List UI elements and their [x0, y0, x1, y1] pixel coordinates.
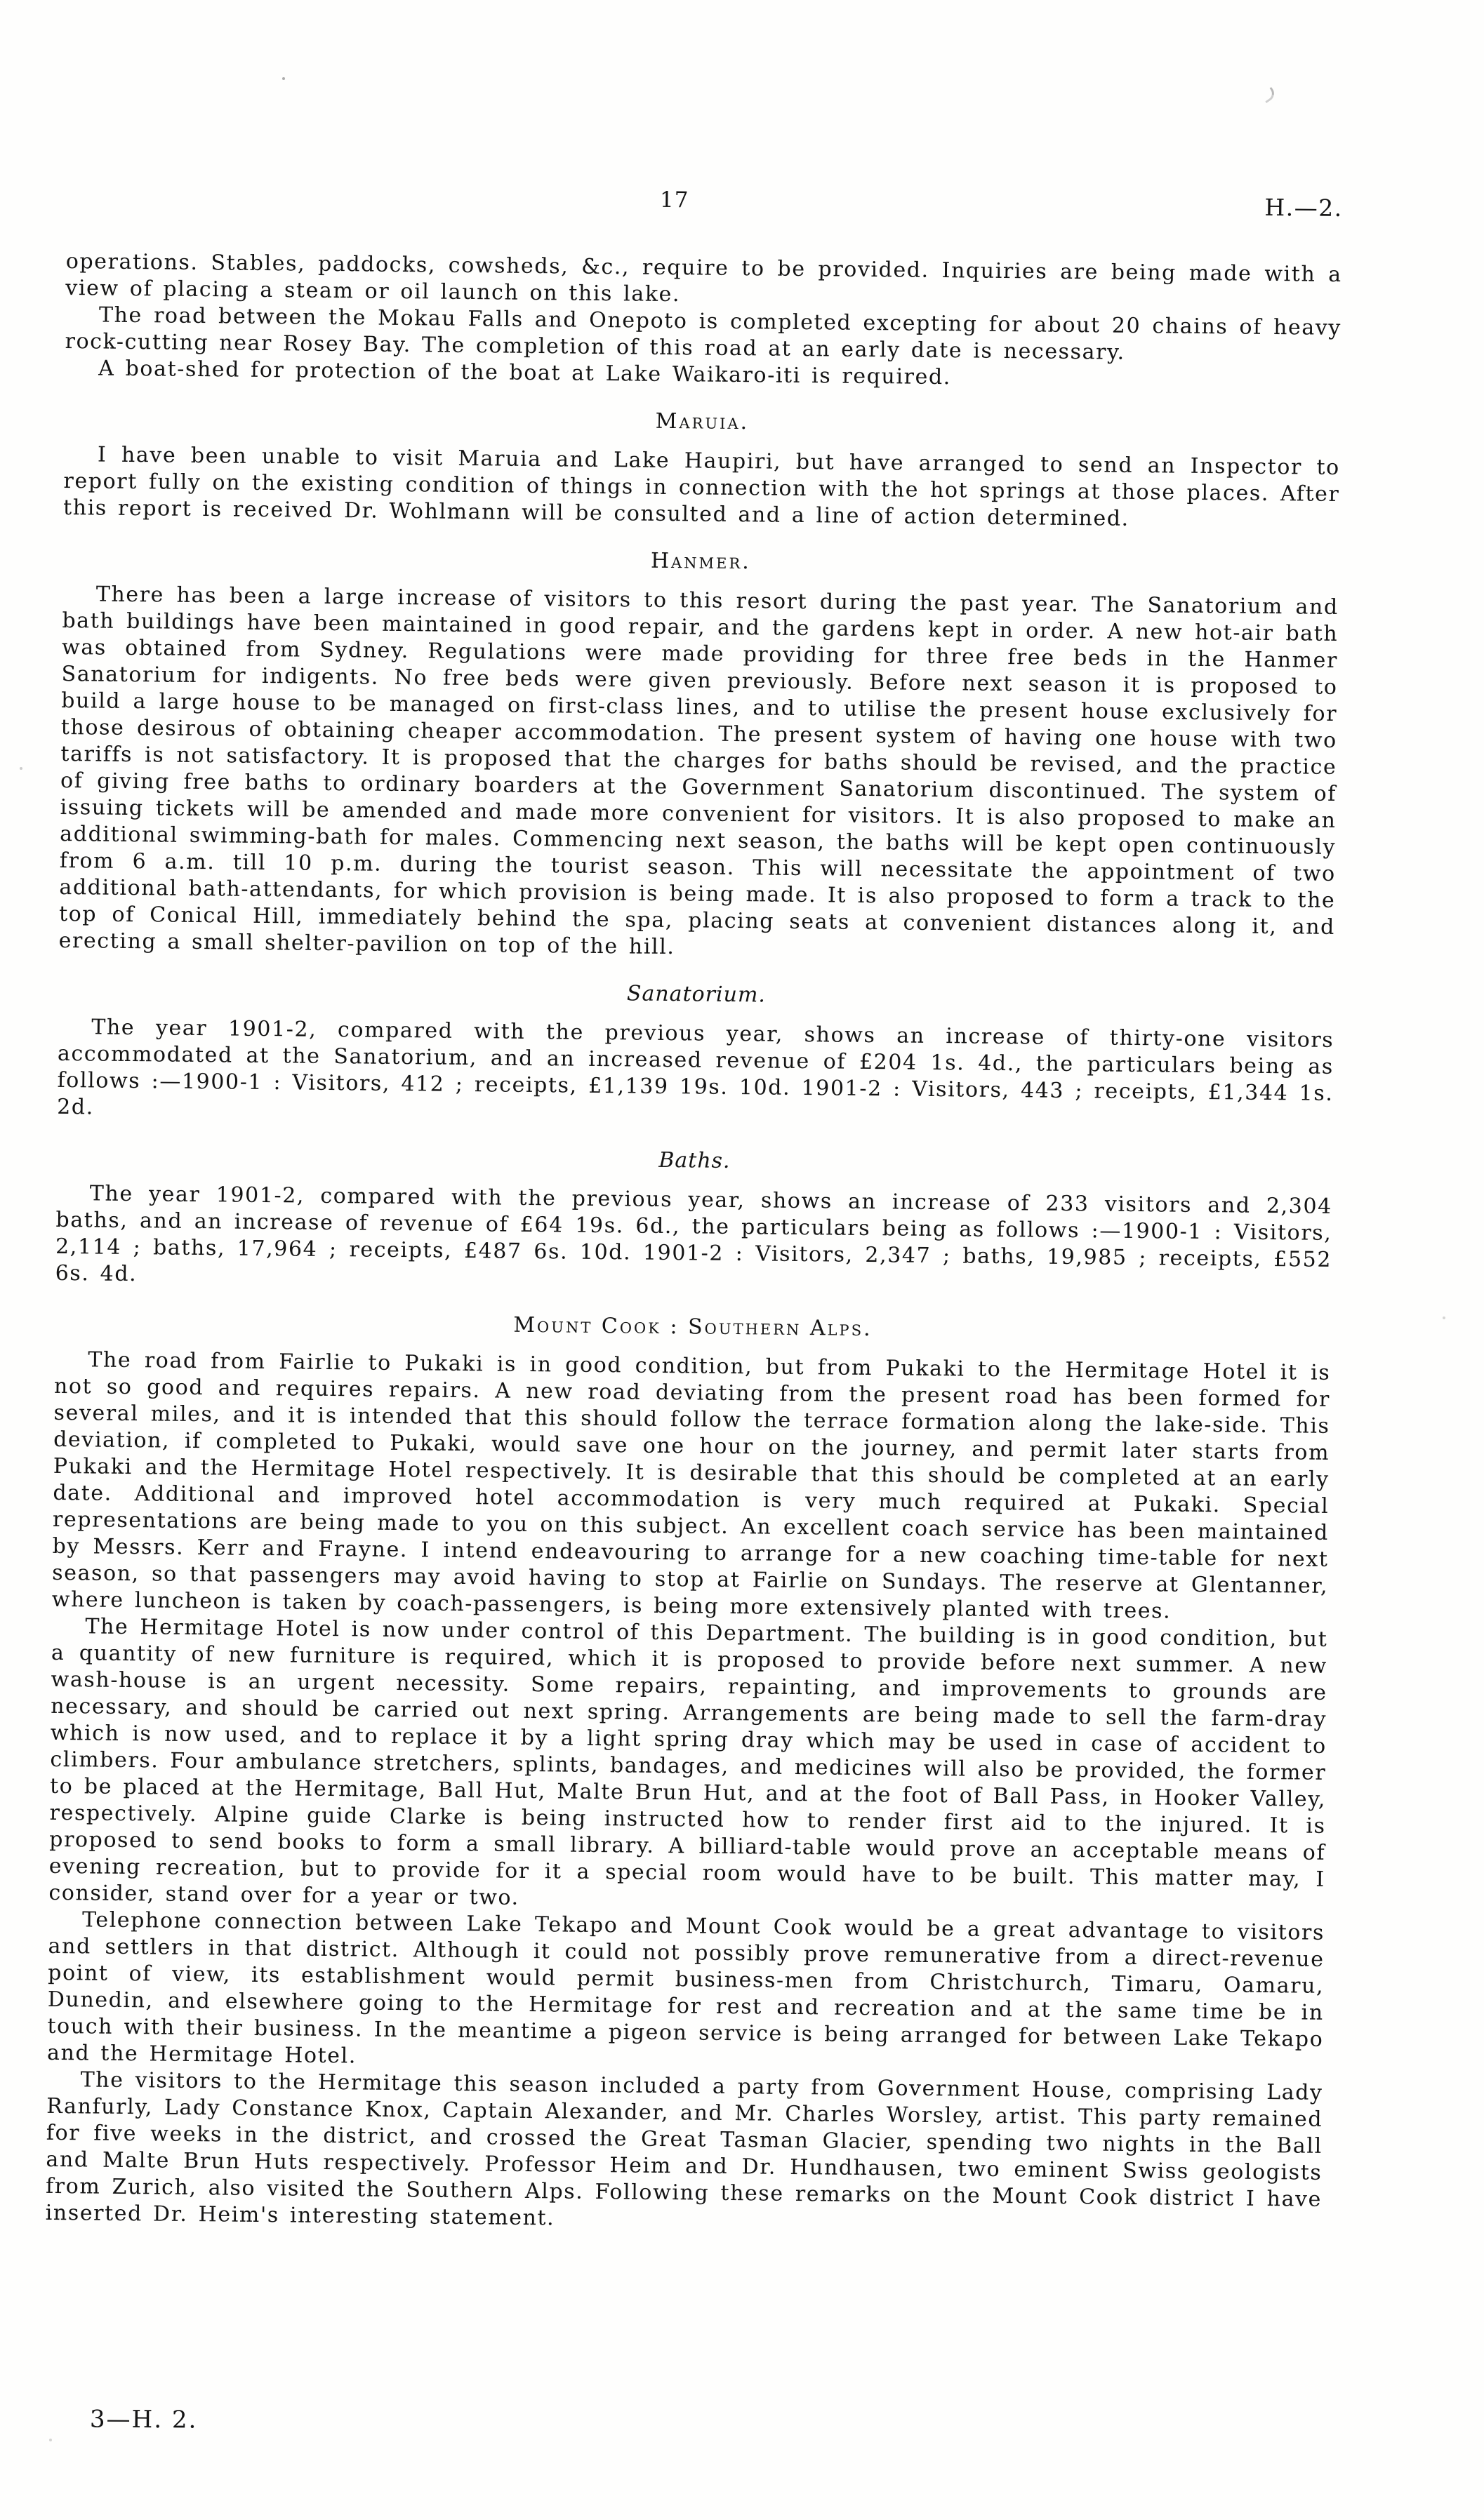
scan-speck [20, 767, 22, 770]
subsection-heading-sanatorium: Sanatorium. [626, 981, 767, 1008]
page-number: 17 [659, 187, 689, 213]
section-heading-hanmer: Hanmer. [650, 548, 751, 575]
scan-speck [282, 77, 285, 80]
paragraph-hermitage-visitors: The visitors to the Hermitage this season included a party from Government House, comprising Lady Ranfurly, Lady Constance Knox, Captain Alexander, and Mr. Charles Worsley, artist. This party remained for five weeks in the district, and crossed the Great Tasman Glacier, spending two nights in the Ball and Malte Brun Huts respectively. Professor Heim and Dr. Hundhausen, two eminent Swiss geologists from Zurich, also visited the Southern Alps. Following these remarks on the Mount Cook district I have inserted Dr. Heim's interesting statement. [45, 2067, 1323, 2231]
paragraph-baths-figures: The year 1901-2, compared with the previous year, shows an increase of 233 visitors and 2,304 baths, and an increase of revenue of £64 19s. 6d., the particulars being as follows :—1900-1 : Visitors, 2,114 ; baths, 17,964 ; receipts, £487 6s. 10d. 1901-2 : Visitors, 2,347 ; baths, 19,985 ; receipts, £552 6s. 4d. [55, 1181, 1332, 1287]
paragraph-road-fairlie: The road from Fairlie to Pukaki is in good condition, but from Pukaki to the Hermitage Hotel it is not so good and requires repairs. A new road deviating from the present road has been formed for several miles, and it is intended that this should follow the terrace formation along the lake-side. This deviation, if completed to Pukaki, would save one hour on the journey, and permit later starts from Pukaki and the Hermitage Hotel respectively. It is desirable that this should be completed at an early date. Additional and improved hotel accommodation is very much required at Pukaki. Special representations are being made to you on this subject. An excellent coach service has been maintained by Messrs. Kerr and Frayne. I intend endeavouring to arrange for a new coaching time-table for next season, so that passengers may avoid having to stop at Fairlie on Sundays. The reserve at Glentanner, where luncheon is taken by coach-passengers, is being more extensively planted with trees. [51, 1347, 1331, 1624]
paragraph-hermitage-hotel: The Hermitage Hotel is now under control of this Department. The building is in good condition, but a quantity of new furniture is required, which it is proposed to provide before next summer. A new wash-house is an urgent necessity. Some repairs, repainting, and improvements to grounds are necessary, and should be carried out next spring. Arrangements are being made to sell the farm-dray which is now used, and to replace it by a light spring dray which may be used in case of accident to climbers. Four ambulance stretchers, splints, bandages, and medicines will also be provided, the former to be placed at the Hermitage, Ball Hut, Malte Brun Hut, and at the foot of Ball Pass, in Hooker Valley, respectively. Alpine guide Clarke is being instructed how to render first aid to the injured. It is proposed to send books to form a small library. A billiard-table would prove an acceptable means of evening recreation, but to provide for it a special room would have to be built. This matter may, I consider, stand over for a year or two. [48, 1614, 1328, 1910]
pencil-mark-artifact [1260, 87, 1277, 103]
paragraph-boatshed: A boat-shed for protection of the boat at Lake Waikaro-iti is required. [98, 356, 952, 390]
page-footer-signature: 3—H. 2. [89, 2405, 198, 2434]
paragraph-operations: operations. Stables, paddocks, cowsheds, &c., require to be provided. Inquiries are being made with a view of placing a steam or oil launch on this lake. [65, 248, 1342, 307]
section-heading-mount-cook: Mount Cook : Southern Alps. [513, 1312, 873, 1342]
paragraph-maruia: I have been unable to visit Maruia and Lake Haupiri, but have arranged to send an Inspector to report fully on the existing condition of things in connection with the hot springs at those places. After this report is received Dr. Wohlmann will be consulted and a line of action determined. [62, 442, 1341, 531]
scan-speck [49, 2439, 52, 2441]
section-heading-maruia: Maruia. [655, 408, 750, 435]
page-content [45, 181, 1342, 2240]
paragraph-sanatorium-figures: The year 1901-2, compared with the previous year, shows an increase of thirty-one visitors accommodated at the Sanatorium, and an increased revenue of £204 1s. 4d., the particulars being as follows :—1900-1 : Visitors, 412 ; receipts, £1,139 19s. 10d. 1901-2 : Visitors, 443 ; receipts, £1,344 1s. 2d. [56, 1015, 1334, 1120]
paragraph-telephone: Telephone connection between Lake Tekapo and Mount Cook would be a great advantage to visitors and settlers in that district. Although it could not possibly prove remunerative from a direct-revenue point of view, its establishment would permit business-men from Christchurch, Timaru, Oamaru, Dunedin, and elsewhere going to the Hermitage for rest and recreation and at the same time be in touch with their business. In the meantime a pigeon service is being arranged for between Lake Tekapo and the Hermitage Hotel. [46, 1907, 1325, 2069]
subsection-heading-baths: Baths. [658, 1147, 731, 1173]
scan-speck [1443, 1316, 1445, 1319]
paragraph-road-mokau: The road between the Mokau Falls and Onepoto is completed excepting for about 20 chains of heavy rock-cutting near Rosey Bay. The completion of this road at an early date is necessary. [65, 302, 1342, 365]
page-header [66, 181, 1342, 228]
document-reference: H.—2. [1264, 193, 1343, 222]
paragraph-hanmer: There has been a large increase of visitors to this resort during the past year. The Sanatorium and bath buildings have been maintained in good repair, and the gardens kept in order. A new hot-air bath was obtained from Sydney. Regulations were made providing for three free beds in the Hanmer Sanatorium for indigents. No free beds were given previously. Before next season it is proposed to build a large house to be managed on first-class lines, and to utilise the present house exclusively for those desirous of obtaining cheaper accommodation. The present system of having one house with two tariffs is not satisfactory. It is proposed that the charges for baths should be revised, and the practice of giving free baths to ordinary boarders at the Government Sanatorium discontinued. The system of issuing tickets will be amended and made more convenient for visitors. It is also proposed to make an additional swimming-bath for males. Commencing next season, the baths will be kept open continuously from 6 a.m. till 10 p.m. during the tourist season. This will necessitate the appointment of two additional bath-attendants, for which provision is being made. It is also proposed to form a track to the top of Conical Hill, immediately behind the spa, placing seats at convenient distances along it, and erecting a small shelter-pavilion on top of the hill. [58, 582, 1339, 960]
